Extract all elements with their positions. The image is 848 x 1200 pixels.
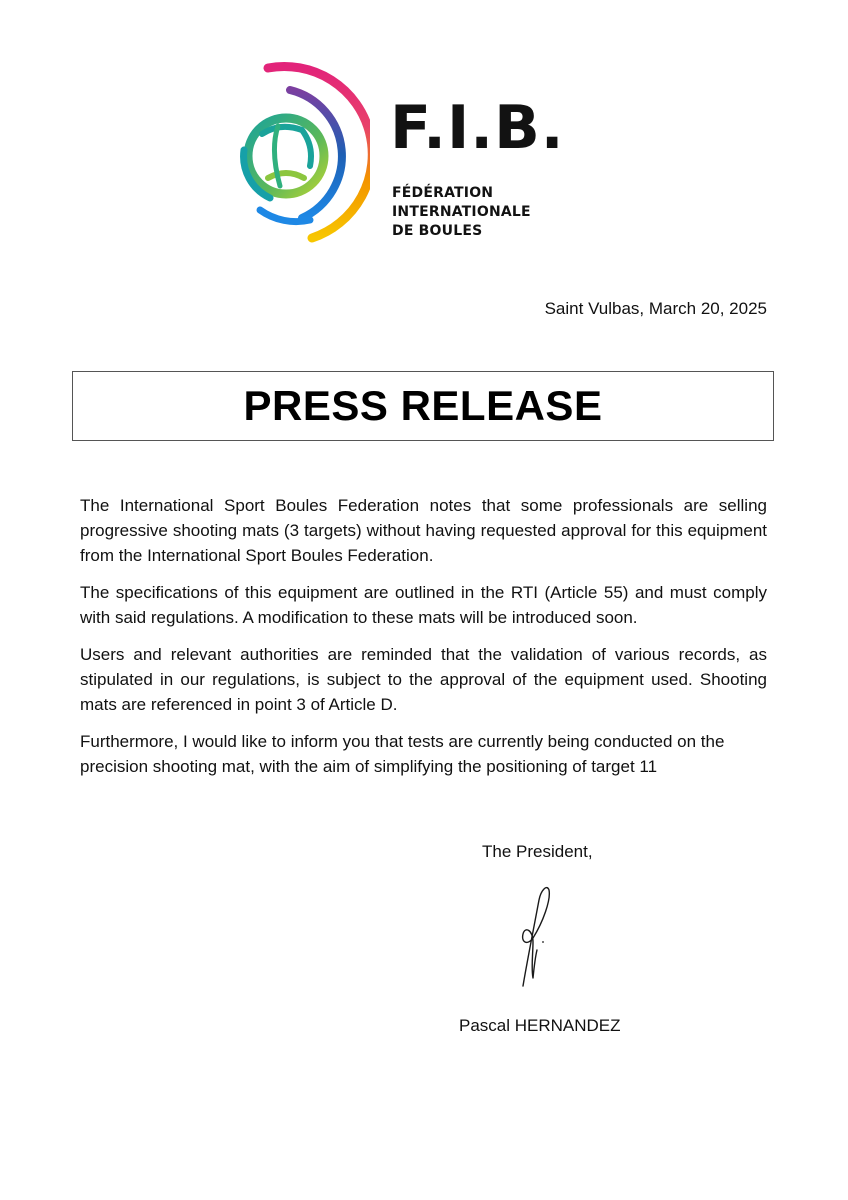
signer-name: Pascal HERNANDEZ: [459, 1016, 621, 1035]
place-date: Saint Vulbas, March 20, 2025: [544, 299, 767, 318]
paragraph: Users and relevant authorities are reminded that the validation of various records, as stipulated in our regulations, is subject to the approval of the equipment used. Shooting mats are referenced in point 3 of Article D.: [80, 645, 767, 714]
fib-ball-logo-icon: [240, 60, 370, 245]
body-text: [80, 493, 767, 791]
title-box: [72, 371, 774, 441]
federation-name-line2: DE BOULES: [392, 223, 483, 239]
fib-abbreviation: F.I.B.: [390, 93, 565, 163]
press-release-title: PRESS RELEASE: [243, 382, 603, 429]
fib-logo: [240, 60, 620, 245]
federation-name: [392, 184, 620, 241]
paragraph: The specifications of this equipment are outlined in the RTI (Article 55) and must comply with said regulations. A modification to these mats will be introduced soon.: [80, 583, 767, 627]
closing-salutation: The President,: [482, 842, 593, 861]
signature-icon: [503, 882, 563, 994]
paragraph: Furthermore, I would like to inform you that tests are currently being conducted on the precision shooting mat, with the aim of simplifying the positioning of target 11: [80, 732, 725, 776]
paragraph: The International Sport Boules Federation notes that some professionals are selling progressive shooting mats (3 targets) without having requested approval for this equipment from the International Sport Boules Federation.: [80, 496, 767, 565]
federation-name-line1: FÉDÉRATION INTERNATIONALE: [392, 185, 531, 220]
